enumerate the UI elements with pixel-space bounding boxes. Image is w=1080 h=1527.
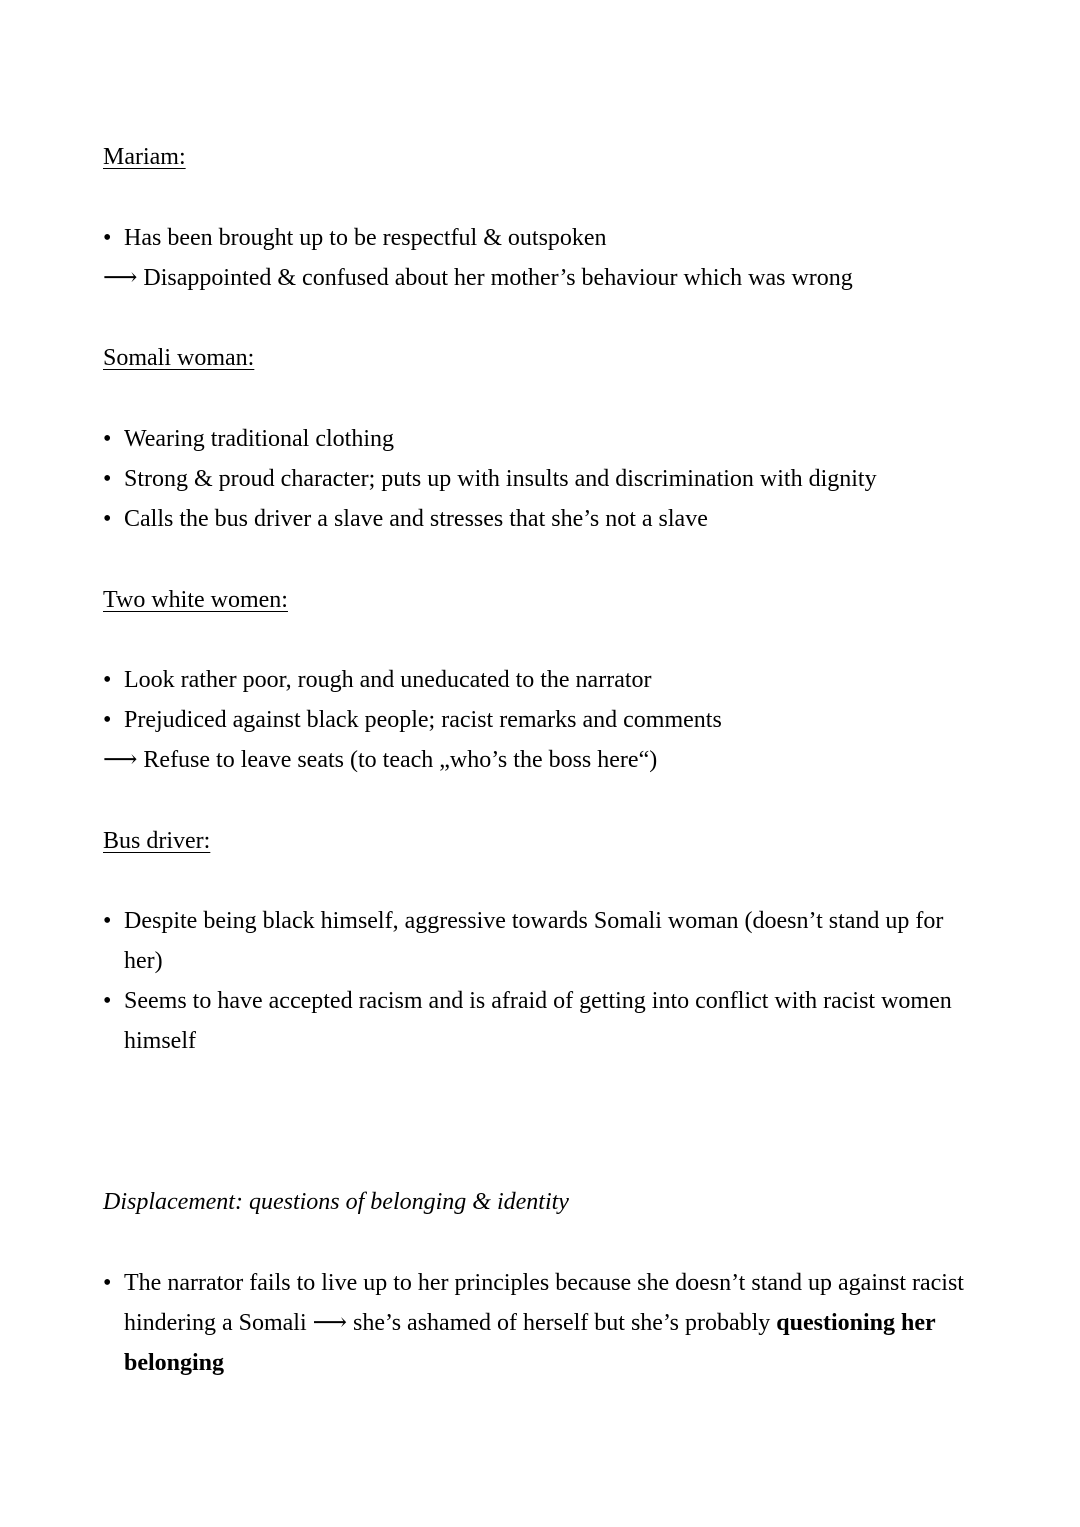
list-somali-woman: [103, 419, 980, 539]
list-item: [103, 700, 980, 740]
heading-mariam: Mariam:: [103, 144, 186, 170]
list-item-text: Wearing traditional clothing: [124, 426, 394, 452]
list-mariam: [103, 218, 980, 298]
list-item-text: Strong & proud character; puts up with insults and discrimination with dignity: [124, 466, 877, 492]
list-displacement: [103, 1263, 980, 1383]
bullet-icon: •: [103, 667, 112, 693]
bullet-icon: •: [103, 988, 112, 1014]
bullet-icon: •: [103, 426, 112, 452]
list-item-text: Look rather poor, rough and uneducated to the narrator: [124, 667, 652, 693]
list-item: [103, 1263, 980, 1383]
bullet-icon: •: [103, 506, 112, 532]
heading-bus-driver: Bus driver:: [103, 828, 211, 854]
list-item-text: Calls the bus driver a slave and stresses that she’s not a slave: [124, 506, 708, 532]
bullet-icon: •: [103, 707, 112, 733]
bullet-icon: •: [103, 225, 112, 251]
bullet-icon: •: [103, 1270, 112, 1296]
list-item: [103, 499, 980, 539]
list-item: [103, 660, 980, 700]
list-item: [103, 901, 980, 981]
heading-displacement: Displacement: questions of belonging & identity: [103, 1189, 569, 1215]
bullet-icon: •: [103, 908, 112, 934]
list-item: [103, 218, 980, 258]
heading-two-white-women: Two white women:: [103, 587, 288, 613]
list-bus-driver: [103, 901, 980, 1061]
list-item-text: Despite being black himself, aggressive towards Somali woman (doesn’t stand up for her): [124, 908, 944, 974]
list-two-white-women: [103, 660, 980, 780]
list-item-emphasis: questioning her belonging: [124, 1310, 936, 1376]
list-item-text: The narrator fails to live up to her principles because she doesn’t stand up against racist hindering a Somali ⟶ she’s ashamed of herself but she’s probably: [124, 1270, 964, 1336]
bullet-icon: •: [103, 466, 112, 492]
heading-somali-woman: Somali woman:: [103, 345, 255, 371]
list-item: [103, 419, 980, 459]
list-item-text: Seems to have accepted racism and is afraid of getting into conflict with racist women himself: [124, 988, 952, 1054]
list-item: [103, 459, 980, 499]
list-item-text: Has been brought up to be respectful & outspoken: [124, 225, 607, 251]
arrow-note: ⟶ Refuse to leave seats (to teach „who’s the boss here“): [103, 747, 658, 773]
list-item-text: Prejudiced against black people; racist remarks and comments: [124, 707, 722, 733]
arrow-note: ⟶ Disappointed & confused about her mother’s behaviour which was wrong: [103, 265, 853, 291]
list-item: [103, 981, 980, 1061]
